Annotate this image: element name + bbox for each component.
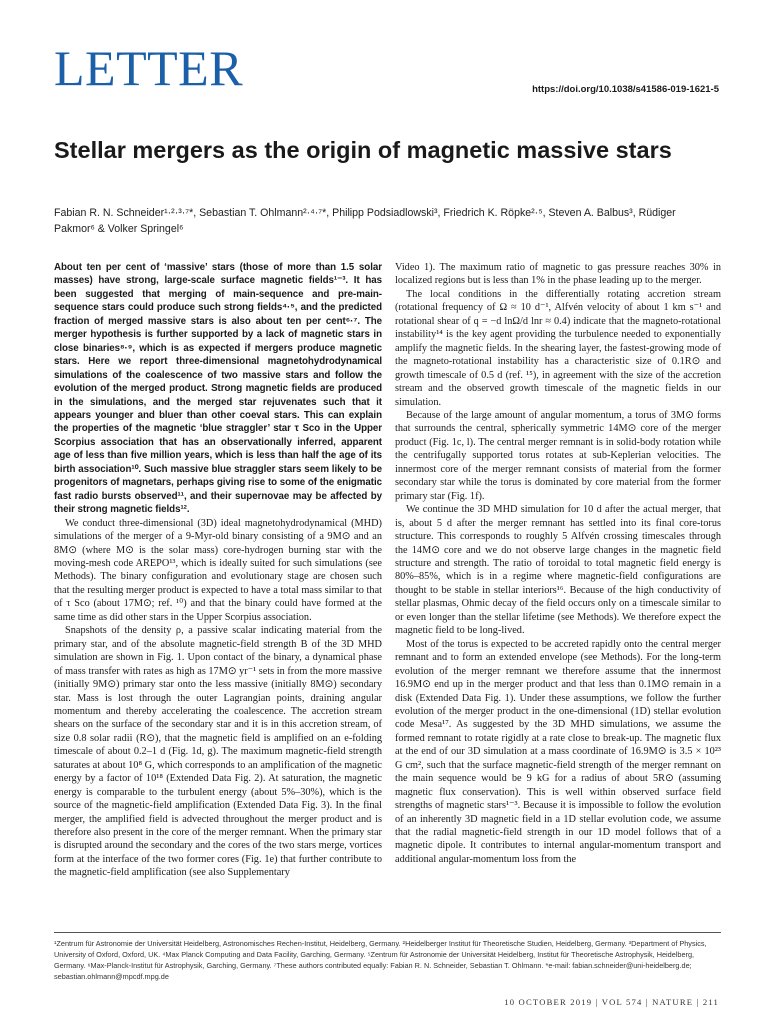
body-paragraph: Video 1). The maximum ratio of magnetic to gas pressure reaches 30% in localized regions but is less than 1% in the phase leading up to the merger.	[395, 262, 721, 287]
section-label: LETTER	[54, 40, 244, 96]
body-paragraph: Most of the torus is expected to be accreted rapidly onto the central merger remnant and to form an extended envelope (see Methods). For the long-term evolution of the merger remnant we therefore assume that the innermost 16.9M⊙ end up in the merger product and that less than 0.1M⊙ remain in a disk (Extended Data Fig. 1). Under these assumptions, we follow the further evolution of the merger product in the one-dimensional (1D) stellar evolution code Mesa¹⁷. As suggested by the 3D MHD simulations, we assume the formed remnant to rotate rigidly at a rate close to break-up. The magnetic flux at the end of our 3D simulation at a mass coordinate of 16.9M⊙ is 3.5 × 10²³ G cm², such that the surface magnetic-field strength of the merger remnant on the main sequence would be 9 kG for a radius of about 5R⊙ (assuming magnetic flux conservation). This is well within observed surface field strengths of magnetic stars¹⁻³. Because it is impossible to follow the evolution of an inherently 3D magnetic field in a 1D stellar evolution code, we assume that the radial magnetic-field strength in our 1D model follows that of a magnetic dipole. It contributes to internal angular-momentum transport and additional angular-momentum loss from the	[395, 638, 721, 865]
abstract-paragraph: About ten per cent of ‘massive’ stars (those of more than 1.5 solar masses) have strong, large-scale surface magnetic fields¹⁻³. It has been suggested that merging of main-sequence and pre-main-sequence stars could produce such strong fields⁴·⁵, and the predicted fraction of merged massive stars is also about ten per cent⁶·⁷. The merger hypothesis is further supported by a lack of magnetic stars in close binaries⁸·⁹, which is as expected if mergers produce magnetic stars. Here we report three-dimensional magnetohydrodynamical simulations of the coalescence of two massive stars and follow the evolution of the merged product. Strong magnetic fields are produced in the simulations, and the merged star rejuvenates such that it appears younger and bluer than other coeval stars. This can explain the properties of the magnetic ‘blue straggler’ star τ Sco in the Upper Scorpius association that has an observationally inferred, apparent age of less than five million years, which is less than half the age of its birth association¹⁰. Such massive blue straggler stars seem likely to be progenitors of magnetars, perhaps giving rise to some of the enigmatic fast radio bursts observed¹¹, and their supernovae may be affected by their strong magnetic fields¹².	[54, 262, 382, 516]
body-paragraph: The local conditions in the differentially rotating accretion stream (rotational frequency of Ω ≈ 10 d⁻¹, Alfvén velocity of about 1 km s⁻¹ and rotational shear of q = −d lnΩ/d lnr ≈ 0.4) indicate that the magneto-rotational instability¹⁴ is the key agent providing the turbulence needed to exponentially amplify the magnetic fields. In the shearing layer, the fastest-growing mode of the magneto-rotational instability has a characteristic size of 0.1R⊙ and growth timescale of 0.5 d (ref. ¹⁵), in agreement with the size of the accretion stream and the observed growth timescale of the magnetic fields in our simulation.	[395, 288, 721, 408]
author-list: Fabian R. N. Schneider¹·²·³·⁷*, Sebastian T. Ohlmann²·⁴·⁷*, Philipp Podsiadlowski³, Friedrich K. Röpke²·⁵, Steven A. Balbus³, Rüdiger Pakmor⁶ & Volker Springel⁶	[54, 207, 676, 235]
body-paragraph: Snapshots of the density ρ, a passive scalar indicating material from the primary star, and of the absolute magnetic-field strength B of the 3D MHD simulation are shown in Fig. 1. Upon contact of the binary, a dynamical phase of mass transfer with rates as high as 17M⊙ yr⁻¹ sets in from the more massive (initially 9M⊙) primary star onto the less massive (initially 8M⊙) secondary star. Mass is lost through the outer Lagrangian points, draining angular momentum and thereby accelerating the coalescence. The accretion stream shears on the surface of the secondary star and it is in this accretion stream, of size 0.8 solar radii (R⊙), that the magnetic field is amplified on an e-folding timescale of about 0.2–1 d (Fig. 1d, g). The maximum magnetic-field strength saturates at about 10⁸ G, which corresponds to an amplification of the magnetic energy by a factor of 10¹⁸ (Extended Data Fig. 2). At saturation, the magnetic energy is comparable to the turbulent energy (about 5%–30%), which is the source of the magnetic-field amplification (Extended Data Fig. 3). In the final merger, the amplified field is advected throughout the merger product and is therefore also present in the core of the merger remnant. When the primary star is disrupted around the secondary and the cores of the two stars merge, vortices form at the interface of the two former cores (Fig. 1e) that further contribute to the magnetic-field amplification (see also Supplementary	[54, 625, 382, 879]
page-footer: 10 OCTOBER 2019 | VOL 574 | NATURE | 211	[504, 997, 719, 1007]
left-column	[54, 261, 382, 880]
body-paragraph: We conduct three-dimensional (3D) ideal magnetohydrodynamical (MHD) simulations of the merger of a 9-Myr-old binary consisting of a 9M⊙ and an 8M⊙ (where M⊙ is the solar mass) core-hydrogen burning star with the moving-mesh code AREPO¹³, which is ideally suited for such simulations (see Methods). The binary configuration and evolutionary stage are chosen such that the resulting merger product is expected to have a total mass similar to that of τ Sco (about 17M⊙; ref. ¹⁰) and that the binary could have formed at the same time as did other stars in the Upper Scorpius association.	[54, 517, 382, 623]
footnote-divider	[54, 932, 721, 933]
body-paragraph: We continue the 3D MHD simulation for 10 d after the actual merger, that is, about 5 d after the merger remnant has settled into its final core-torus structure. This corresponds to roughly 5 Alfvén crossing timescales through the 14M⊙ core and we do not observe large changes in the magnetic field structure and strength. The ratio of toroidal to total magnetic field energy is 80%–85%, which is in a regime where magnetic-field configurations are thought to be stable in stellar interiors¹⁶. Because of the high conductivity of stellar plasmas, Ohmic decay of the field occurs only on a timescale similar to or even longer than the stellar lifetime (see Methods). We therefore expect the magnetic field to be long-lived.	[395, 504, 721, 637]
article-title: Stellar mergers as the origin of magnetic massive stars	[54, 137, 672, 163]
doi-link[interactable]: https://doi.org/10.1038/s41586-019-1621-5	[532, 84, 719, 95]
affiliations-footnote: ¹Zentrum für Astronomie der Universität Heidelberg, Astronomisches Rechen-Institut, Heidelberg, Germany. ²Heidelberger Institut für Theoretische Studien, Heidelberg, Germany. ³Department of Physics, University of Oxford, Oxford, UK. ⁴Max Planck Computing and Data Facility, Garching, Germany. ⁵Zentrum für Astronomie der Universität Heidelberg, Institut für Theoretische Astrophysik, Heidelberg, Germany. ⁶Max-Planck-Institut für Astrophysik, Garching, Germany. ⁷These authors contributed equally: Fabian R. N. Schneider, Sebastian T. Ohlmann. *e-mail: fabian.schneider@uni-heidelberg.de; sebastian.ohlmann@mpcdf.mpg.de	[54, 939, 707, 981]
body-paragraph: Because of the large amount of angular momentum, a torus of 3M⊙ forms that surrounds the central, spherically symmetric 14M⊙ core of the merger product (Fig. 1c, l). The central merger remnant is in solid-body rotation while the centrifugally supported torus rotates at sub-Keplerian velocities. The innermost core of the merger remnant consists of material from the former secondary star while the torus is dominated by core material from the former primary star (Fig. 1f).	[395, 409, 721, 502]
right-column	[395, 261, 721, 866]
